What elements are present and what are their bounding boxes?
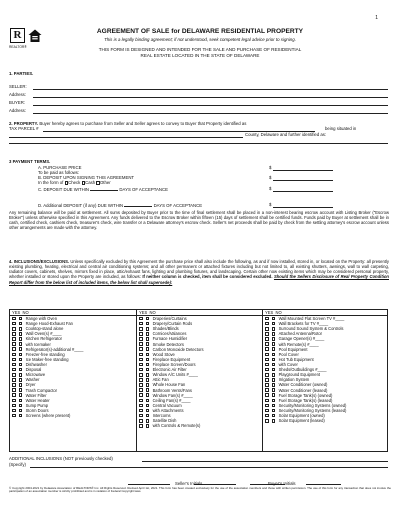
col3-header — [265, 310, 282, 315]
no-checkbox[interactable] — [19, 337, 23, 341]
purchase-price-field[interactable] — [273, 170, 333, 171]
inclusion-row — [264, 418, 346, 423]
inclusion-item-label: with Icemaker — [25, 341, 51, 347]
yes-checkbox[interactable] — [265, 317, 269, 321]
yes-checkbox[interactable] — [139, 378, 143, 382]
yes-checkbox[interactable] — [139, 419, 143, 423]
no-checkbox[interactable] — [19, 353, 23, 357]
situated-text: being situated in — [325, 126, 357, 131]
deposit-due-amount-field[interactable] — [273, 191, 333, 192]
inclusion-item-label: Intercoms — [152, 413, 171, 419]
inclusion-item-label: Drapery/Curtain Rods — [152, 321, 193, 327]
yes-checkbox[interactable] — [12, 368, 16, 372]
inclusions-text: Unless specifically excluded by this Agreement the purchase price shall also include the following, as and if now installed, stored in, or located on the Property: all presently existing plumbing, heating, electrical and central air conditioning systems; and all other permanent or attached fixtures including but not limited to, all existing shutters, awnings, wall to wall carpeting, radiator covers, cabinets, shelves, mirrors fixed in place, attic/exhaust fans, lighting and plumbing fixtures, and landscaping. Certain other now existing items which may be considered personal property, whether installed or stored upon the Property are included, as follows: — [9, 259, 389, 280]
copyright-notice: © Copyright 2004-2021 by Delaware Association of REALTORS® Inc. All Rights Reserved. Revised April 1st, 2021. This form has been created exclusively for the use of the association members and those with written permission. The use of this form for any transaction that does not involve the participation of an association member is strictly prohibited and is in violation of Federal Copyright laws. — [9, 486, 391, 494]
no-checkbox[interactable] — [272, 409, 276, 413]
no-checkbox[interactable] — [19, 363, 23, 367]
buyers-initials-label: Buyer's Initials — [268, 481, 296, 486]
yes-checkbox[interactable] — [139, 383, 143, 387]
no-checkbox[interactable] — [272, 317, 276, 321]
yes-checkbox[interactable] — [139, 342, 143, 346]
no-checkbox[interactable] — [272, 399, 276, 403]
yes-checkbox[interactable] — [139, 414, 143, 418]
no-checkbox[interactable] — [272, 332, 276, 336]
no-checkbox[interactable] — [19, 327, 23, 331]
dollar-d: $ — [269, 202, 272, 207]
no-checkbox[interactable] — [19, 399, 23, 403]
property-description-field[interactable] — [9, 143, 388, 144]
paid-as-follows-label: To be paid as follows: — [38, 170, 80, 175]
yes-checkbox[interactable] — [12, 317, 16, 321]
col2-yes: YES — [139, 309, 148, 315]
no-checkbox[interactable] — [146, 353, 150, 357]
no-checkbox[interactable] — [146, 332, 150, 336]
no-checkbox[interactable] — [146, 388, 150, 392]
inclusion-item-label: Draperies/Curtains — [152, 316, 187, 321]
no-checkbox[interactable] — [272, 327, 276, 331]
document-title: AGREEMENT OF SALE for DELAWARE RESIDENTIAL PROPERTY — [96, 28, 304, 35]
inclusion-item-label: Washer — [25, 377, 40, 383]
yes-checkbox[interactable] — [265, 337, 269, 341]
no-checkbox[interactable] — [272, 404, 276, 408]
yes-checkbox[interactable] — [265, 347, 269, 351]
no-checkbox[interactable] — [19, 347, 23, 351]
county-field[interactable] — [9, 137, 243, 138]
yes-checkbox[interactable] — [265, 378, 269, 382]
no-checkbox[interactable] — [272, 342, 276, 346]
inclusion-item-label: with Attachments — [152, 407, 184, 413]
inclusion-item-label: Window Fan(s) #____ — [152, 392, 193, 398]
col3-yes: YES — [265, 309, 274, 315]
no-checkbox[interactable] — [19, 393, 23, 397]
no-checkbox[interactable] — [19, 378, 23, 382]
inclusion-item-label: Wall Mounted Flat Screen TV #____ — [278, 316, 345, 321]
inclusion-item-label: Wall Oven(s) #____ — [25, 331, 62, 337]
yes-checkbox[interactable] — [12, 399, 16, 403]
yes-checkbox[interactable] — [265, 353, 269, 357]
no-checkbox[interactable] — [146, 347, 150, 351]
yes-checkbox[interactable] — [265, 409, 269, 413]
yes-checkbox[interactable] — [265, 373, 269, 377]
inclusion-item-label: Attached Antenna/Rotor — [278, 331, 323, 337]
deposit-signing-field[interactable] — [273, 180, 333, 181]
seller-address-field[interactable] — [33, 97, 388, 98]
seller-field[interactable] — [33, 89, 388, 90]
inclusion-item-label: Bathroom Vents/Fans — [152, 387, 192, 393]
no-checkbox[interactable] — [272, 419, 276, 423]
no-checkbox[interactable] — [272, 368, 276, 372]
inclusion-item-label: Sheds/Outbuildings #____ — [278, 367, 327, 373]
payment-heading: 3 PAYMENT TERMS. — [9, 159, 51, 164]
additional-deposit-days-field[interactable] — [124, 202, 152, 207]
specify-label: (Specify) — [9, 462, 26, 467]
no-checkbox[interactable] — [146, 404, 150, 408]
yes-checkbox[interactable] — [12, 388, 16, 392]
inclusion-item-label: Refrigerator(s)-additional #____ — [25, 346, 84, 352]
yes-checkbox[interactable] — [139, 358, 143, 362]
no-checkbox[interactable] — [19, 368, 23, 372]
no-checkbox[interactable] — [272, 353, 276, 357]
property-heading: 2. PROPERTY. — [9, 121, 39, 126]
inclusion-item-label: Microwave — [25, 372, 46, 378]
no-checkbox[interactable] — [146, 414, 150, 418]
yes-checkbox[interactable] — [139, 327, 143, 331]
no-checkbox[interactable] — [19, 317, 23, 321]
yes-checkbox[interactable] — [139, 424, 143, 428]
document-subtitle: This is a legally binding agreement; if not understood, seek competent legal advice prior to signing. — [104, 37, 296, 42]
no-checkbox[interactable] — [146, 363, 150, 367]
seller-address-label: Address: — [9, 92, 26, 97]
additional-inclusions-label: ADDITIONAL INCLUSIONS (NOT previously checked) — [9, 456, 113, 461]
no-checkbox[interactable] — [146, 424, 150, 428]
yes-checkbox[interactable] — [139, 409, 143, 413]
inclusion-item-label: Range Hood-Exhaust Fan — [25, 321, 73, 327]
inclusion-item-label: Dryer — [25, 382, 36, 388]
parties-heading: 1. PARTIES. — [9, 71, 34, 76]
yes-checkbox[interactable] — [12, 383, 16, 387]
col1-yes: YES — [12, 309, 21, 315]
balance-paragraph: Any remaining balance will be paid at settlement. All sums deposited by Buyer prior to the time of final settlement shall be placed in a non-interest bearing escrow account with Listing Broker ("Escrow Broker") unless otherwise specified in this Agreement. Any funds delivered to the Escrow Broker within fifteen (15) days of settlement shall be certified funds. Funds paid by Buyer at settlement shall be in cash, certified check, cashiers check, treasurer's check, wire transfer or a Delaware attorney's escrow check. Seller's net proceeds shall be paid by check from the settling attorney's escrow account unless other arrangements are made with the attorney. — [9, 210, 389, 231]
dollar-a: $ — [269, 165, 272, 170]
inclusion-item-label: Security/Monitoring Systems (owned) — [278, 402, 347, 408]
no-checkbox[interactable] — [272, 378, 276, 382]
no-checkbox[interactable] — [146, 373, 150, 377]
inclusions-heading: 4. INCLUSIONS/EXCLUSIONS. — [9, 259, 70, 264]
yes-checkbox[interactable] — [12, 393, 16, 397]
inclusion-item-label: Playground Equipment — [278, 372, 320, 378]
no-checkbox[interactable] — [272, 337, 276, 341]
no-checkbox[interactable] — [19, 388, 23, 392]
no-checkbox[interactable] — [19, 342, 23, 346]
yes-checkbox[interactable] — [265, 414, 269, 418]
no-checkbox[interactable] — [19, 414, 23, 418]
inclusion-item-label: Window A/C Units #____ — [152, 372, 198, 378]
inclusions-column-3 — [264, 316, 346, 423]
no-checkbox[interactable] — [146, 358, 150, 362]
county-text: County, Delaware and further identified as: — [245, 132, 327, 137]
yes-checkbox[interactable] — [265, 327, 269, 331]
table-divider-2 — [262, 309, 263, 452]
no-checkbox[interactable] — [146, 327, 150, 331]
yes-checkbox[interactable] — [139, 347, 143, 351]
realtor-logo-letter: R — [13, 29, 22, 41]
buyer-label: BUYER: — [9, 100, 25, 105]
seller-initials-field-1[interactable] — [128, 484, 170, 485]
additional-deposit-prefix: D. Additional DEPOSIT (if any) DUE WITHIN — [38, 203, 124, 208]
realtor-label: REALTOR® — [9, 45, 27, 49]
yes-checkbox[interactable] — [12, 358, 16, 362]
inclusion-item-label: Freezer-free standing — [25, 351, 65, 357]
buyer-address-label: Address: — [9, 108, 26, 113]
dollar-c: $ — [269, 186, 272, 191]
yes-checkbox[interactable] — [12, 337, 16, 341]
additional-deposit-row — [38, 202, 202, 208]
buyer-address-field[interactable] — [33, 113, 388, 114]
yes-checkbox[interactable] — [139, 399, 143, 403]
col2-no: NO — [149, 309, 156, 315]
yes-checkbox[interactable] — [139, 322, 143, 326]
yes-checkbox[interactable] — [139, 373, 143, 377]
other-label: Other — [99, 180, 111, 185]
inclusion-item-label: with Cover — [278, 361, 298, 367]
yes-checkbox[interactable] — [139, 332, 143, 336]
inclusion-item-label: Storm Doors — [25, 407, 49, 413]
inclusions-supersede-note: Should the Sellers Disclosure of Real Property Condition Report differ from the below list of included items, the below list shall supersede): — [9, 274, 389, 285]
yes-checkbox[interactable] — [12, 363, 16, 367]
yes-checkbox[interactable] — [265, 399, 269, 403]
no-checkbox[interactable] — [272, 347, 276, 351]
inclusion-item-label: Water Conditioner (owned) — [278, 382, 328, 388]
col1-header — [12, 310, 29, 315]
no-checkbox[interactable] — [272, 358, 276, 362]
inclusion-item-label: Whole House Fan — [152, 382, 186, 388]
inclusions-column-2 — [138, 316, 204, 428]
additional-deposit-suffix: DAYS OF ACCEPTANCE — [153, 203, 203, 208]
yes-checkbox[interactable] — [12, 378, 16, 382]
inclusion-item-label: Shades/Blinds — [152, 326, 179, 332]
cash-label: Cash — [85, 180, 96, 185]
no-checkbox[interactable] — [146, 337, 150, 341]
inclusions-paragraph — [9, 259, 389, 285]
property-text-1: Buyer hereby agrees to purchase from Seller and Seller agrees to convey to Buyer that Property identified as — [39, 121, 247, 126]
inclusion-item-label: Sump Pump — [25, 402, 49, 408]
no-checkbox[interactable] — [272, 322, 276, 326]
no-checkbox[interactable] — [272, 383, 276, 387]
inclusion-item-label: Screens (where present) — [25, 413, 71, 419]
inclusion-item-label: Kitchen Refrigerator — [25, 336, 62, 342]
no-checkbox[interactable] — [272, 388, 276, 392]
yes-checkbox[interactable] — [265, 342, 269, 346]
sellers-initials-label: Seller's Initials — [175, 481, 203, 486]
inclusion-item-label: Dishwasher — [25, 361, 47, 367]
no-checkbox[interactable] — [146, 342, 150, 346]
no-checkbox[interactable] — [146, 368, 150, 372]
inclusion-item-label: Cooktop-stand alone — [25, 326, 64, 332]
additional-inclusions-field[interactable] — [142, 461, 388, 462]
no-checkbox[interactable] — [19, 404, 23, 408]
yes-checkbox[interactable] — [265, 383, 269, 387]
inclusion-item-label: Wall Brackets for TV #____ — [278, 321, 329, 327]
inclusion-row — [138, 372, 204, 377]
no-checkbox[interactable] — [19, 358, 23, 362]
inclusion-item-label: with Remote(s) #____ — [278, 341, 319, 347]
inclusion-item-label: Disposal — [25, 367, 42, 373]
inclusion-item-label: Carbon Monoxide Detectors — [152, 346, 204, 352]
no-checkbox[interactable] — [19, 322, 23, 326]
inclusion-item-label: Water Filter — [25, 392, 47, 398]
yes-checkbox[interactable] — [139, 363, 143, 367]
inclusion-item-label: Pool Equipment — [278, 346, 308, 352]
inclusion-row — [11, 413, 83, 418]
page-number: 1 — [375, 15, 378, 21]
purchase-price-label: A. PURCHASE PRICE — [38, 165, 82, 170]
yes-checkbox[interactable] — [12, 347, 16, 351]
inclusion-item-label: Furnace Humidifier — [152, 336, 188, 342]
inclusion-item-label: Solar Equipment (leased) — [278, 418, 325, 424]
yes-checkbox[interactable] — [265, 363, 269, 367]
no-checkbox[interactable] — [146, 378, 150, 382]
yes-checkbox[interactable] — [12, 342, 16, 346]
no-checkbox[interactable] — [146, 409, 150, 413]
no-checkbox[interactable] — [146, 393, 150, 397]
yes-checkbox[interactable] — [12, 353, 16, 357]
inclusion-item-label: Fireplace Screen/Doors — [152, 361, 196, 367]
yes-checkbox[interactable] — [139, 368, 143, 372]
check-label: Check — [68, 180, 81, 185]
yes-checkbox[interactable] — [265, 368, 269, 372]
inclusion-item-label: Wood Stove — [152, 351, 175, 357]
inclusion-item-label: Solar Equipment (owned) — [278, 413, 325, 419]
yes-checkbox[interactable] — [265, 358, 269, 362]
deposit-due-prefix: C. DEPOSIT DUE WITHIN — [38, 187, 90, 192]
no-checkbox[interactable] — [19, 332, 23, 336]
inclusion-item-label: Surround Sound System & Controls — [278, 326, 344, 332]
dollar-b: $ — [269, 175, 272, 180]
inclusion-item-label: Smoke Detectors — [152, 341, 184, 347]
tax-parcel-label: TAX PARCEL # — [9, 126, 39, 131]
no-checkbox[interactable] — [146, 317, 150, 321]
deposit-due-row — [38, 186, 168, 192]
inclusion-item-label: Range with Oven — [25, 316, 57, 321]
yes-checkbox[interactable] — [12, 327, 16, 331]
inclusion-item-label: Garage Opener(s) #____ — [278, 336, 325, 342]
inclusion-item-label: Fuel Storage Tank(s) (owned) — [278, 392, 333, 398]
col2-header — [139, 310, 156, 315]
inclusions-column-1 — [11, 316, 83, 418]
yes-checkbox[interactable] — [265, 322, 269, 326]
inclusion-row — [138, 423, 204, 428]
inclusion-item-label: Cornices/Valances — [152, 331, 187, 337]
inclusion-item-label: Fireplace Equipment — [152, 356, 191, 362]
no-checkbox[interactable] — [146, 419, 150, 423]
no-checkbox[interactable] — [272, 363, 276, 367]
no-checkbox[interactable] — [272, 393, 276, 397]
inclusion-item-label: Water Heater — [25, 397, 50, 403]
col3-no: NO — [275, 309, 282, 315]
yes-checkbox[interactable] — [139, 393, 143, 397]
additional-deposit-amount-field[interactable] — [273, 207, 333, 208]
inclusion-item-label: Satellite Dish — [152, 418, 177, 424]
no-checkbox[interactable] — [19, 373, 23, 377]
no-checkbox[interactable] — [272, 373, 276, 377]
yes-checkbox[interactable] — [265, 393, 269, 397]
inclusion-item-label: Ceiling Fan(s) #____ — [152, 397, 191, 403]
deposit-form-row — [38, 180, 111, 185]
yes-checkbox[interactable] — [12, 322, 16, 326]
no-checkbox[interactable] — [19, 409, 23, 413]
no-checkbox[interactable] — [272, 414, 276, 418]
yes-checkbox[interactable] — [139, 388, 143, 392]
yes-checkbox[interactable] — [139, 317, 143, 321]
yes-checkbox[interactable] — [12, 414, 16, 418]
yes-checkbox[interactable] — [12, 373, 16, 377]
specify-field[interactable] — [30, 467, 388, 468]
notice-line-1: THIS FORM IS DESIGNED AND INTENDED FOR THE SALE AND PURCHASE OF RESIDENTIAL — [98, 47, 302, 52]
yes-checkbox[interactable] — [265, 388, 269, 392]
yes-checkbox[interactable] — [139, 353, 143, 357]
table-divider-1 — [136, 309, 137, 452]
deposit-due-days-field[interactable] — [90, 186, 118, 191]
seller-label: SELLER: — [9, 84, 27, 89]
inclusions-excluded-note: If neither column is checked, item shall be considered excluded. — [142, 274, 273, 280]
inclusion-item-label: Central Vacuum — [152, 402, 182, 408]
inclusion-item-label: with Controls & Remote(s) — [152, 423, 201, 429]
yes-checkbox[interactable] — [12, 404, 16, 408]
inclusion-item-label: Trash Compactor — [25, 387, 58, 393]
yes-checkbox[interactable] — [265, 332, 269, 336]
inclusion-item-label: Attic Fan — [152, 377, 169, 383]
buyer-field[interactable] — [33, 105, 388, 106]
yes-checkbox[interactable] — [12, 409, 16, 413]
inclusion-item-label: Ice Maker-free standing — [25, 356, 69, 362]
no-checkbox[interactable] — [146, 383, 150, 387]
deposit-signing-label: B. DEPOSIT UPON SIGNING THIS AGREEMENT — [38, 175, 135, 180]
yes-checkbox[interactable] — [139, 337, 143, 341]
yes-checkbox[interactable] — [12, 332, 16, 336]
inclusion-item-label: Electronic Air Filter — [152, 367, 187, 373]
inclusion-item-label: Pool Cover — [278, 351, 299, 357]
yes-checkbox[interactable] — [139, 404, 143, 408]
col1-no: NO — [22, 309, 29, 315]
inclusion-item-label: Hot Tub Equipment — [278, 356, 314, 362]
inclusion-item-label: Water Conditioner (leased) — [278, 387, 328, 393]
inclusion-item-label: Security/Monitoring Systems (leased) — [278, 407, 347, 413]
notice-line-2: REAL ESTATE LOCATED IN THE STATE OF DELAWARE — [140, 53, 260, 58]
no-checkbox[interactable] — [19, 383, 23, 387]
deposit-due-suffix: DAYS OF ACCEPTANCE — [119, 187, 168, 192]
yes-checkbox[interactable] — [265, 419, 269, 423]
inclusion-item-label: Fuel Storage Tank(s) (leased) — [278, 397, 333, 403]
buyer-initials-field-2[interactable] — [306, 484, 341, 485]
deposit-form-label: In the form of — [38, 180, 64, 185]
no-checkbox[interactable] — [146, 322, 150, 326]
yes-checkbox[interactable] — [265, 404, 269, 408]
no-checkbox[interactable] — [146, 399, 150, 403]
inclusion-item-label: Irrigation System — [278, 377, 310, 383]
